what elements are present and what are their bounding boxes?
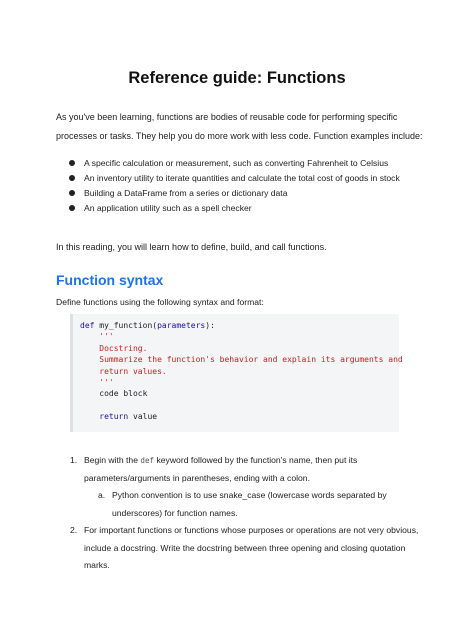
page-title: Reference guide: Functions [128, 69, 346, 88]
code-text: def my_function(parameters): ''' Docstring. Summarize the function's behavior and explain its arguments and return values. ''' code block return value [80, 321, 403, 422]
list-item: An inventory utility to iterate quantities and calculate the total cost of goods in stock [69, 171, 449, 186]
examples-list [69, 156, 449, 216]
list-item: A specific calculation or measurement, such as converting Fahrenheit to Celsius [69, 156, 449, 171]
define-sentence: Define functions using the following syntax and format: [56, 297, 264, 307]
list-item: Building a DataFrame from a series or dictionary data [69, 186, 449, 201]
list-item: 1. Begin with the def keyword followed by the function's name, then put its parameters/arguments in parentheses, ending with a colon. a. Python convention is to use snake_case (lowercase words separated by underscores) for function names. [70, 452, 430, 522]
bullet-icon [69, 175, 75, 181]
bullet-icon [69, 160, 75, 166]
list-item: 2. For important functions or functions whose purposes or operations are not very obvious, include a docstring. Write the docstring between three opening and closing quotation marks. [70, 525, 419, 570]
code-block [70, 314, 403, 432]
inline-code: def [140, 456, 155, 465]
section-heading: Function syntax [56, 272, 164, 288]
intro-paragraph: As you've been learning, functions are bodies of reusable code for performing specific processes or tasks. They help you do more work with less code. Function examples include: [56, 112, 423, 141]
list-item: An application utility such as a spell checker [69, 201, 449, 216]
bullet-icon [69, 190, 75, 196]
sub-list [84, 487, 430, 522]
bullet-icon [69, 205, 75, 211]
steps-list [70, 452, 430, 575]
learn-sentence: In this reading, you will learn how to define, build, and call functions. [56, 242, 327, 252]
list-item: a. Python convention is to use snake_case (lowercase words separated by underscores) for function names. [98, 490, 387, 518]
